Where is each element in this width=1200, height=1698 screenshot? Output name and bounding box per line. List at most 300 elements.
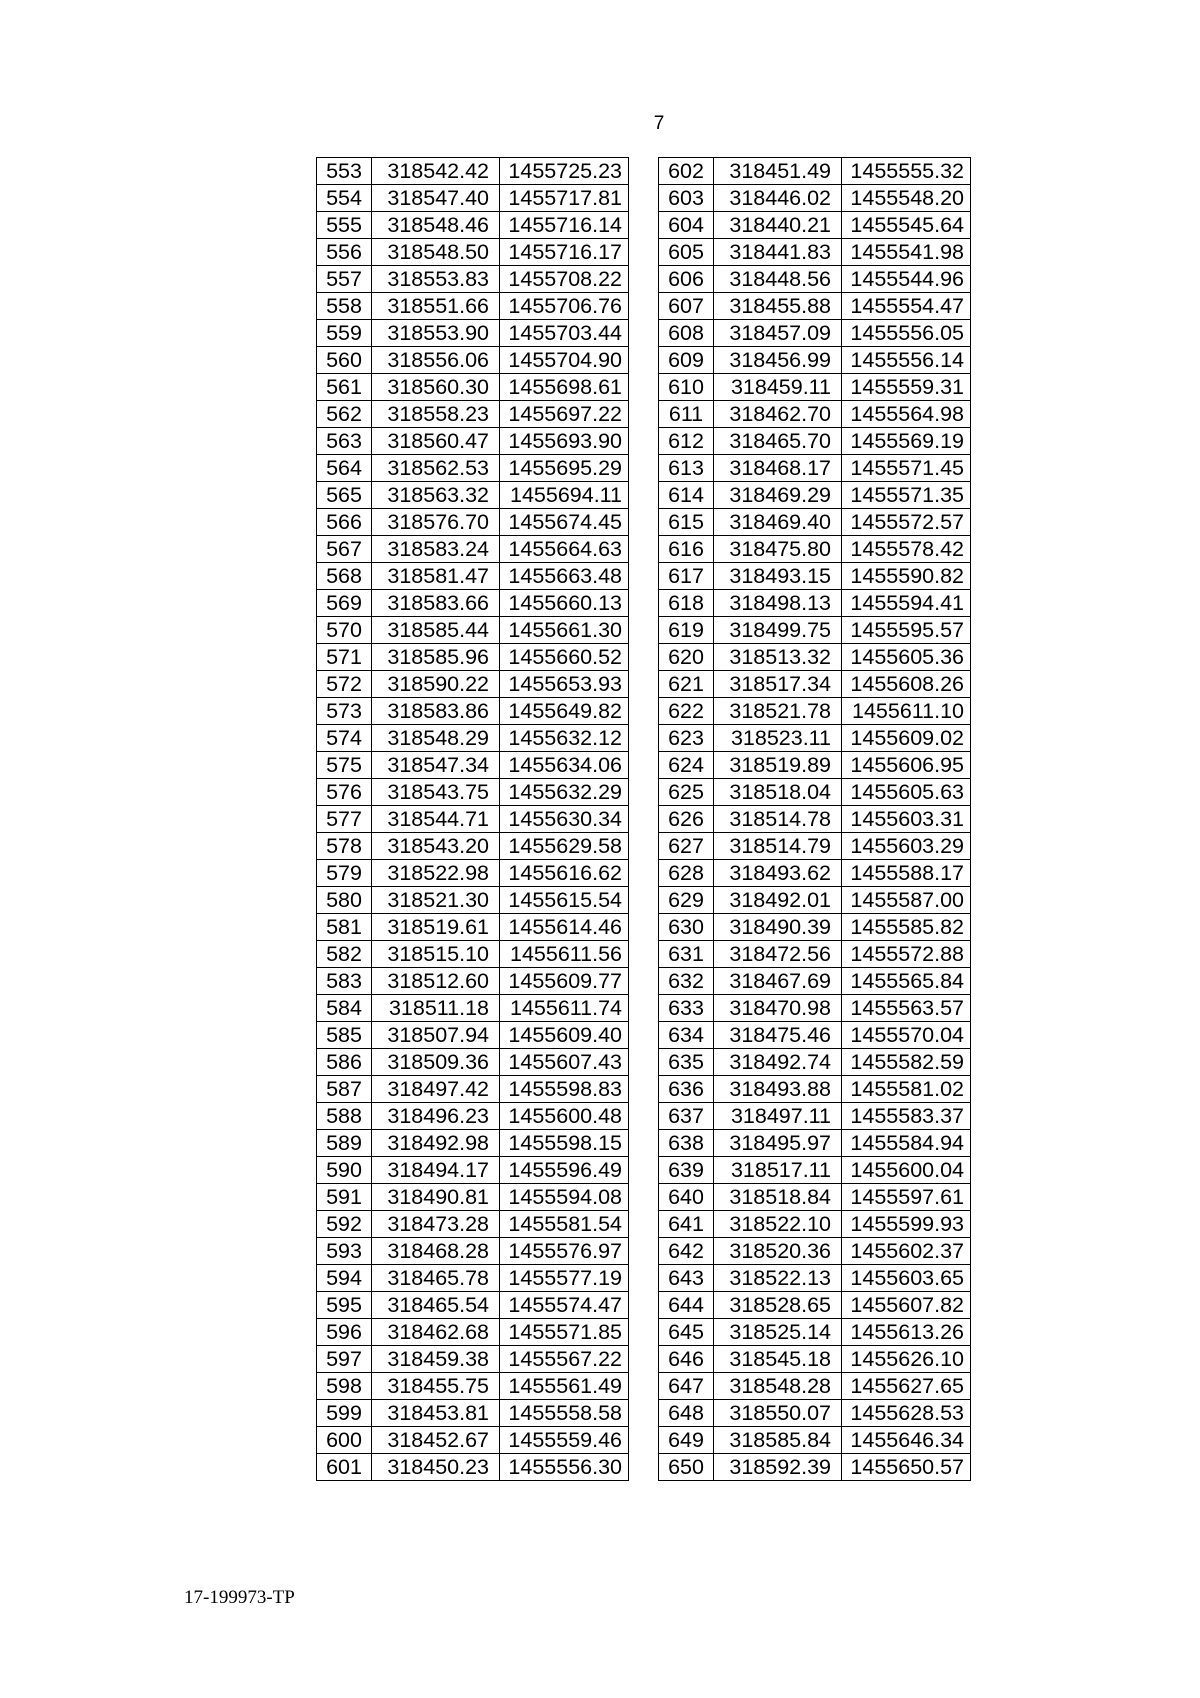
point-number-cell: 639 xyxy=(659,1157,714,1184)
point-number-cell: 603 xyxy=(659,185,714,212)
x-coordinate-cell: 318543.20 xyxy=(372,833,500,860)
y-coordinate-cell: 1455660.13 xyxy=(500,590,629,617)
table-row xyxy=(317,1049,629,1076)
x-coordinate-cell: 318493.62 xyxy=(714,860,842,887)
table-row xyxy=(317,1103,629,1130)
y-coordinate-cell: 1455572.57 xyxy=(842,509,971,536)
point-number-cell: 581 xyxy=(317,914,372,941)
y-coordinate-cell: 1455605.63 xyxy=(842,779,971,806)
x-coordinate-cell: 318585.96 xyxy=(372,644,500,671)
y-coordinate-cell: 1455605.36 xyxy=(842,644,971,671)
table-row xyxy=(659,374,971,401)
y-coordinate-cell: 1455661.30 xyxy=(500,617,629,644)
y-coordinate-cell: 1455660.52 xyxy=(500,644,629,671)
x-coordinate-cell: 318551.66 xyxy=(372,293,500,320)
x-coordinate-cell: 318450.23 xyxy=(372,1454,500,1481)
y-coordinate-cell: 1455599.93 xyxy=(842,1211,971,1238)
x-coordinate-cell: 318543.75 xyxy=(372,779,500,806)
table-row xyxy=(317,833,629,860)
x-coordinate-cell: 318499.75 xyxy=(714,617,842,644)
x-coordinate-cell: 318528.65 xyxy=(714,1292,842,1319)
x-coordinate-cell: 318525.14 xyxy=(714,1319,842,1346)
x-coordinate-cell: 318513.32 xyxy=(714,644,842,671)
point-number-cell: 648 xyxy=(659,1400,714,1427)
x-coordinate-cell: 318560.47 xyxy=(372,428,500,455)
table-row xyxy=(659,563,971,590)
y-coordinate-cell: 1455674.45 xyxy=(500,509,629,536)
table-row xyxy=(659,1346,971,1373)
table-row xyxy=(317,860,629,887)
table-row xyxy=(659,1049,971,1076)
y-coordinate-cell: 1455609.02 xyxy=(842,725,971,752)
x-coordinate-cell: 318507.94 xyxy=(372,1022,500,1049)
table-row xyxy=(659,1184,971,1211)
x-coordinate-cell: 318548.28 xyxy=(714,1373,842,1400)
y-coordinate-cell: 1455563.57 xyxy=(842,995,971,1022)
table-row xyxy=(317,1346,629,1373)
y-coordinate-cell: 1455634.06 xyxy=(500,752,629,779)
point-number-cell: 595 xyxy=(317,1292,372,1319)
table-row xyxy=(659,914,971,941)
x-coordinate-cell: 318518.84 xyxy=(714,1184,842,1211)
y-coordinate-cell: 1455616.62 xyxy=(500,860,629,887)
point-number-cell: 582 xyxy=(317,941,372,968)
table-row xyxy=(317,1427,629,1454)
table-row xyxy=(659,1022,971,1049)
coordinates-table-left-body xyxy=(317,158,629,1481)
x-coordinate-cell: 318581.47 xyxy=(372,563,500,590)
table-row xyxy=(659,1400,971,1427)
y-coordinate-cell: 1455632.29 xyxy=(500,779,629,806)
point-number-cell: 587 xyxy=(317,1076,372,1103)
y-coordinate-cell: 1455577.19 xyxy=(500,1265,629,1292)
point-number-cell: 588 xyxy=(317,1103,372,1130)
table-row xyxy=(317,509,629,536)
point-number-cell: 635 xyxy=(659,1049,714,1076)
table-row xyxy=(317,1373,629,1400)
y-coordinate-cell: 1455664.63 xyxy=(500,536,629,563)
table-row xyxy=(317,1076,629,1103)
x-coordinate-cell: 318490.81 xyxy=(372,1184,500,1211)
table-row xyxy=(659,266,971,293)
x-coordinate-cell: 318514.78 xyxy=(714,806,842,833)
y-coordinate-cell: 1455556.30 xyxy=(500,1454,629,1481)
table-row xyxy=(659,293,971,320)
point-number-cell: 607 xyxy=(659,293,714,320)
point-number-cell: 620 xyxy=(659,644,714,671)
x-coordinate-cell: 318469.29 xyxy=(714,482,842,509)
point-number-cell: 618 xyxy=(659,590,714,617)
point-number-cell: 604 xyxy=(659,212,714,239)
point-number-cell: 558 xyxy=(317,293,372,320)
table-row xyxy=(317,887,629,914)
table-row xyxy=(317,455,629,482)
y-coordinate-cell: 1455600.04 xyxy=(842,1157,971,1184)
table-row xyxy=(317,428,629,455)
table-row xyxy=(659,887,971,914)
point-number-cell: 553 xyxy=(317,158,372,185)
y-coordinate-cell: 1455606.95 xyxy=(842,752,971,779)
x-coordinate-cell: 318548.50 xyxy=(372,239,500,266)
y-coordinate-cell: 1455653.93 xyxy=(500,671,629,698)
table-row xyxy=(317,563,629,590)
x-coordinate-cell: 318472.56 xyxy=(714,941,842,968)
table-row xyxy=(317,698,629,725)
point-number-cell: 568 xyxy=(317,563,372,590)
point-number-cell: 640 xyxy=(659,1184,714,1211)
y-coordinate-cell: 1455585.82 xyxy=(842,914,971,941)
point-number-cell: 562 xyxy=(317,401,372,428)
y-coordinate-cell: 1455703.44 xyxy=(500,320,629,347)
y-coordinate-cell: 1455565.84 xyxy=(842,968,971,995)
y-coordinate-cell: 1455629.58 xyxy=(500,833,629,860)
x-coordinate-cell: 318465.70 xyxy=(714,428,842,455)
table-row xyxy=(317,1238,629,1265)
x-coordinate-cell: 318522.10 xyxy=(714,1211,842,1238)
table-row xyxy=(317,752,629,779)
y-coordinate-cell: 1455697.22 xyxy=(500,401,629,428)
table-row xyxy=(317,1454,629,1481)
y-coordinate-cell: 1455627.65 xyxy=(842,1373,971,1400)
x-coordinate-cell: 318511.18 xyxy=(372,995,500,1022)
point-number-cell: 645 xyxy=(659,1319,714,1346)
x-coordinate-cell: 318493.15 xyxy=(714,563,842,590)
y-coordinate-cell: 1455598.83 xyxy=(500,1076,629,1103)
x-coordinate-cell: 318470.98 xyxy=(714,995,842,1022)
y-coordinate-cell: 1455554.47 xyxy=(842,293,971,320)
point-number-cell: 612 xyxy=(659,428,714,455)
point-number-cell: 642 xyxy=(659,1238,714,1265)
y-coordinate-cell: 1455609.40 xyxy=(500,1022,629,1049)
table-row xyxy=(317,374,629,401)
table-row xyxy=(659,1076,971,1103)
table-row xyxy=(317,1292,629,1319)
point-number-cell: 584 xyxy=(317,995,372,1022)
table-row xyxy=(659,1427,971,1454)
y-coordinate-cell: 1455609.77 xyxy=(500,968,629,995)
point-number-cell: 631 xyxy=(659,941,714,968)
x-coordinate-cell: 318522.13 xyxy=(714,1265,842,1292)
x-coordinate-cell: 318448.56 xyxy=(714,266,842,293)
y-coordinate-cell: 1455571.35 xyxy=(842,482,971,509)
table-row xyxy=(659,779,971,806)
y-coordinate-cell: 1455630.34 xyxy=(500,806,629,833)
point-number-cell: 578 xyxy=(317,833,372,860)
y-coordinate-cell: 1455581.02 xyxy=(842,1076,971,1103)
table-row xyxy=(317,158,629,185)
table-row xyxy=(659,158,971,185)
point-number-cell: 650 xyxy=(659,1454,714,1481)
table-row xyxy=(317,212,629,239)
table-row xyxy=(317,644,629,671)
point-number-cell: 598 xyxy=(317,1373,372,1400)
x-coordinate-cell: 318497.42 xyxy=(372,1076,500,1103)
y-coordinate-cell: 1455558.58 xyxy=(500,1400,629,1427)
point-number-cell: 570 xyxy=(317,617,372,644)
x-coordinate-cell: 318468.28 xyxy=(372,1238,500,1265)
x-coordinate-cell: 318469.40 xyxy=(714,509,842,536)
x-coordinate-cell: 318492.98 xyxy=(372,1130,500,1157)
x-coordinate-cell: 318544.71 xyxy=(372,806,500,833)
x-coordinate-cell: 318517.11 xyxy=(714,1157,842,1184)
point-number-cell: 557 xyxy=(317,266,372,293)
point-number-cell: 621 xyxy=(659,671,714,698)
y-coordinate-cell: 1455572.88 xyxy=(842,941,971,968)
x-coordinate-cell: 318548.46 xyxy=(372,212,500,239)
point-number-cell: 580 xyxy=(317,887,372,914)
x-coordinate-cell: 318465.54 xyxy=(372,1292,500,1319)
table-row xyxy=(317,725,629,752)
point-number-cell: 605 xyxy=(659,239,714,266)
table-row xyxy=(659,401,971,428)
point-number-cell: 622 xyxy=(659,698,714,725)
x-coordinate-cell: 318563.32 xyxy=(372,482,500,509)
x-coordinate-cell: 318520.36 xyxy=(714,1238,842,1265)
table-row xyxy=(317,1400,629,1427)
point-number-cell: 579 xyxy=(317,860,372,887)
y-coordinate-cell: 1455603.65 xyxy=(842,1265,971,1292)
point-number-cell: 632 xyxy=(659,968,714,995)
point-number-cell: 624 xyxy=(659,752,714,779)
y-coordinate-cell: 1455632.12 xyxy=(500,725,629,752)
table-row xyxy=(659,1130,971,1157)
x-coordinate-cell: 318515.10 xyxy=(372,941,500,968)
point-number-cell: 590 xyxy=(317,1157,372,1184)
table-row xyxy=(659,725,971,752)
x-coordinate-cell: 318451.49 xyxy=(714,158,842,185)
y-coordinate-cell: 1455582.59 xyxy=(842,1049,971,1076)
point-number-cell: 643 xyxy=(659,1265,714,1292)
point-number-cell: 606 xyxy=(659,266,714,293)
coordinates-table-right-body xyxy=(659,158,971,1481)
y-coordinate-cell: 1455569.19 xyxy=(842,428,971,455)
table-row xyxy=(659,590,971,617)
x-coordinate-cell: 318553.83 xyxy=(372,266,500,293)
table-row xyxy=(659,1103,971,1130)
point-number-cell: 561 xyxy=(317,374,372,401)
x-coordinate-cell: 318453.81 xyxy=(372,1400,500,1427)
y-coordinate-cell: 1455607.43 xyxy=(500,1049,629,1076)
table-row xyxy=(659,617,971,644)
y-coordinate-cell: 1455556.05 xyxy=(842,320,971,347)
table-row xyxy=(659,1157,971,1184)
y-coordinate-cell: 1455602.37 xyxy=(842,1238,971,1265)
y-coordinate-cell: 1455649.82 xyxy=(500,698,629,725)
y-coordinate-cell: 1455704.90 xyxy=(500,347,629,374)
x-coordinate-cell: 318468.17 xyxy=(714,455,842,482)
point-number-cell: 627 xyxy=(659,833,714,860)
point-number-cell: 555 xyxy=(317,212,372,239)
table-row xyxy=(659,968,971,995)
x-coordinate-cell: 318494.17 xyxy=(372,1157,500,1184)
point-number-cell: 647 xyxy=(659,1373,714,1400)
point-number-cell: 589 xyxy=(317,1130,372,1157)
point-number-cell: 560 xyxy=(317,347,372,374)
y-coordinate-cell: 1455541.98 xyxy=(842,239,971,266)
point-number-cell: 572 xyxy=(317,671,372,698)
x-coordinate-cell: 318562.53 xyxy=(372,455,500,482)
table-row xyxy=(659,1238,971,1265)
y-coordinate-cell: 1455544.96 xyxy=(842,266,971,293)
point-number-cell: 577 xyxy=(317,806,372,833)
table-row xyxy=(659,1211,971,1238)
x-coordinate-cell: 318452.67 xyxy=(372,1427,500,1454)
point-number-cell: 638 xyxy=(659,1130,714,1157)
y-coordinate-cell: 1455578.42 xyxy=(842,536,971,563)
point-number-cell: 629 xyxy=(659,887,714,914)
table-row xyxy=(317,185,629,212)
y-coordinate-cell: 1455626.10 xyxy=(842,1346,971,1373)
x-coordinate-cell: 318493.88 xyxy=(714,1076,842,1103)
table-row xyxy=(659,509,971,536)
x-coordinate-cell: 318521.78 xyxy=(714,698,842,725)
table-row xyxy=(317,590,629,617)
table-row xyxy=(659,806,971,833)
y-coordinate-cell: 1455556.14 xyxy=(842,347,971,374)
y-coordinate-cell: 1455567.22 xyxy=(500,1346,629,1373)
y-coordinate-cell: 1455570.04 xyxy=(842,1022,971,1049)
point-number-cell: 559 xyxy=(317,320,372,347)
y-coordinate-cell: 1455614.46 xyxy=(500,914,629,941)
point-number-cell: 554 xyxy=(317,185,372,212)
y-coordinate-cell: 1455611.74 xyxy=(500,995,629,1022)
y-coordinate-cell: 1455594.41 xyxy=(842,590,971,617)
y-coordinate-cell: 1455587.00 xyxy=(842,887,971,914)
point-number-cell: 573 xyxy=(317,698,372,725)
table-row xyxy=(317,671,629,698)
point-number-cell: 594 xyxy=(317,1265,372,1292)
point-number-cell: 616 xyxy=(659,536,714,563)
table-row xyxy=(659,671,971,698)
x-coordinate-cell: 318548.29 xyxy=(372,725,500,752)
x-coordinate-cell: 318590.22 xyxy=(372,671,500,698)
table-row xyxy=(659,1319,971,1346)
y-coordinate-cell: 1455611.56 xyxy=(500,941,629,968)
y-coordinate-cell: 1455598.15 xyxy=(500,1130,629,1157)
point-number-cell: 593 xyxy=(317,1238,372,1265)
x-coordinate-cell: 318585.84 xyxy=(714,1427,842,1454)
x-coordinate-cell: 318462.68 xyxy=(372,1319,500,1346)
point-number-cell: 608 xyxy=(659,320,714,347)
y-coordinate-cell: 1455615.54 xyxy=(500,887,629,914)
x-coordinate-cell: 318547.40 xyxy=(372,185,500,212)
point-number-cell: 615 xyxy=(659,509,714,536)
y-coordinate-cell: 1455725.23 xyxy=(500,158,629,185)
table-row xyxy=(317,995,629,1022)
x-coordinate-cell: 318475.46 xyxy=(714,1022,842,1049)
point-number-cell: 565 xyxy=(317,482,372,509)
x-coordinate-cell: 318519.89 xyxy=(714,752,842,779)
x-coordinate-cell: 318459.38 xyxy=(372,1346,500,1373)
y-coordinate-cell: 1455698.61 xyxy=(500,374,629,401)
table-row xyxy=(659,833,971,860)
x-coordinate-cell: 318521.30 xyxy=(372,887,500,914)
x-coordinate-cell: 318585.44 xyxy=(372,617,500,644)
point-number-cell: 591 xyxy=(317,1184,372,1211)
x-coordinate-cell: 318523.11 xyxy=(714,725,842,752)
document-code: 17-199973-TP xyxy=(184,1587,295,1608)
point-number-cell: 609 xyxy=(659,347,714,374)
x-coordinate-cell: 318519.61 xyxy=(372,914,500,941)
x-coordinate-cell: 318522.98 xyxy=(372,860,500,887)
y-coordinate-cell: 1455706.76 xyxy=(500,293,629,320)
table-row xyxy=(659,212,971,239)
point-number-cell: 610 xyxy=(659,374,714,401)
x-coordinate-cell: 318512.60 xyxy=(372,968,500,995)
point-number-cell: 636 xyxy=(659,1076,714,1103)
point-number-cell: 592 xyxy=(317,1211,372,1238)
table-row xyxy=(317,320,629,347)
x-coordinate-cell: 318495.97 xyxy=(714,1130,842,1157)
x-coordinate-cell: 318560.30 xyxy=(372,374,500,401)
x-coordinate-cell: 318514.79 xyxy=(714,833,842,860)
y-coordinate-cell: 1455559.46 xyxy=(500,1427,629,1454)
y-coordinate-cell: 1455694.11 xyxy=(500,482,629,509)
point-number-cell: 613 xyxy=(659,455,714,482)
table-row xyxy=(659,428,971,455)
table-row xyxy=(659,1265,971,1292)
y-coordinate-cell: 1455708.22 xyxy=(500,266,629,293)
y-coordinate-cell: 1455613.26 xyxy=(842,1319,971,1346)
x-coordinate-cell: 318455.75 xyxy=(372,1373,500,1400)
point-number-cell: 641 xyxy=(659,1211,714,1238)
y-coordinate-cell: 1455594.08 xyxy=(500,1184,629,1211)
table-row xyxy=(659,320,971,347)
table-row xyxy=(317,1022,629,1049)
y-coordinate-cell: 1455564.98 xyxy=(842,401,971,428)
table-row xyxy=(317,779,629,806)
table-row xyxy=(317,293,629,320)
y-coordinate-cell: 1455584.94 xyxy=(842,1130,971,1157)
coordinates-table-left xyxy=(316,157,629,1481)
point-number-cell: 601 xyxy=(317,1454,372,1481)
y-coordinate-cell: 1455646.34 xyxy=(842,1427,971,1454)
table-row xyxy=(659,1454,971,1481)
x-coordinate-cell: 318542.42 xyxy=(372,158,500,185)
y-coordinate-cell: 1455693.90 xyxy=(500,428,629,455)
y-coordinate-cell: 1455603.29 xyxy=(842,833,971,860)
x-coordinate-cell: 318456.99 xyxy=(714,347,842,374)
x-coordinate-cell: 318553.90 xyxy=(372,320,500,347)
point-number-cell: 600 xyxy=(317,1427,372,1454)
table-row xyxy=(317,536,629,563)
x-coordinate-cell: 318498.13 xyxy=(714,590,842,617)
x-coordinate-cell: 318492.74 xyxy=(714,1049,842,1076)
table-row xyxy=(317,968,629,995)
table-row xyxy=(659,860,971,887)
y-coordinate-cell: 1455545.64 xyxy=(842,212,971,239)
x-coordinate-cell: 318592.39 xyxy=(714,1454,842,1481)
table-row xyxy=(659,347,971,374)
x-coordinate-cell: 318496.23 xyxy=(372,1103,500,1130)
table-row xyxy=(317,401,629,428)
point-number-cell: 626 xyxy=(659,806,714,833)
y-coordinate-cell: 1455555.32 xyxy=(842,158,971,185)
y-coordinate-cell: 1455650.57 xyxy=(842,1454,971,1481)
table-row xyxy=(317,941,629,968)
x-coordinate-cell: 318457.09 xyxy=(714,320,842,347)
table-row xyxy=(659,1373,971,1400)
x-coordinate-cell: 318509.36 xyxy=(372,1049,500,1076)
x-coordinate-cell: 318545.18 xyxy=(714,1346,842,1373)
x-coordinate-cell: 318550.07 xyxy=(714,1400,842,1427)
table-row xyxy=(317,1184,629,1211)
table-row xyxy=(659,752,971,779)
x-coordinate-cell: 318440.21 xyxy=(714,212,842,239)
x-coordinate-cell: 318462.70 xyxy=(714,401,842,428)
table-row xyxy=(317,239,629,266)
table-row xyxy=(659,455,971,482)
